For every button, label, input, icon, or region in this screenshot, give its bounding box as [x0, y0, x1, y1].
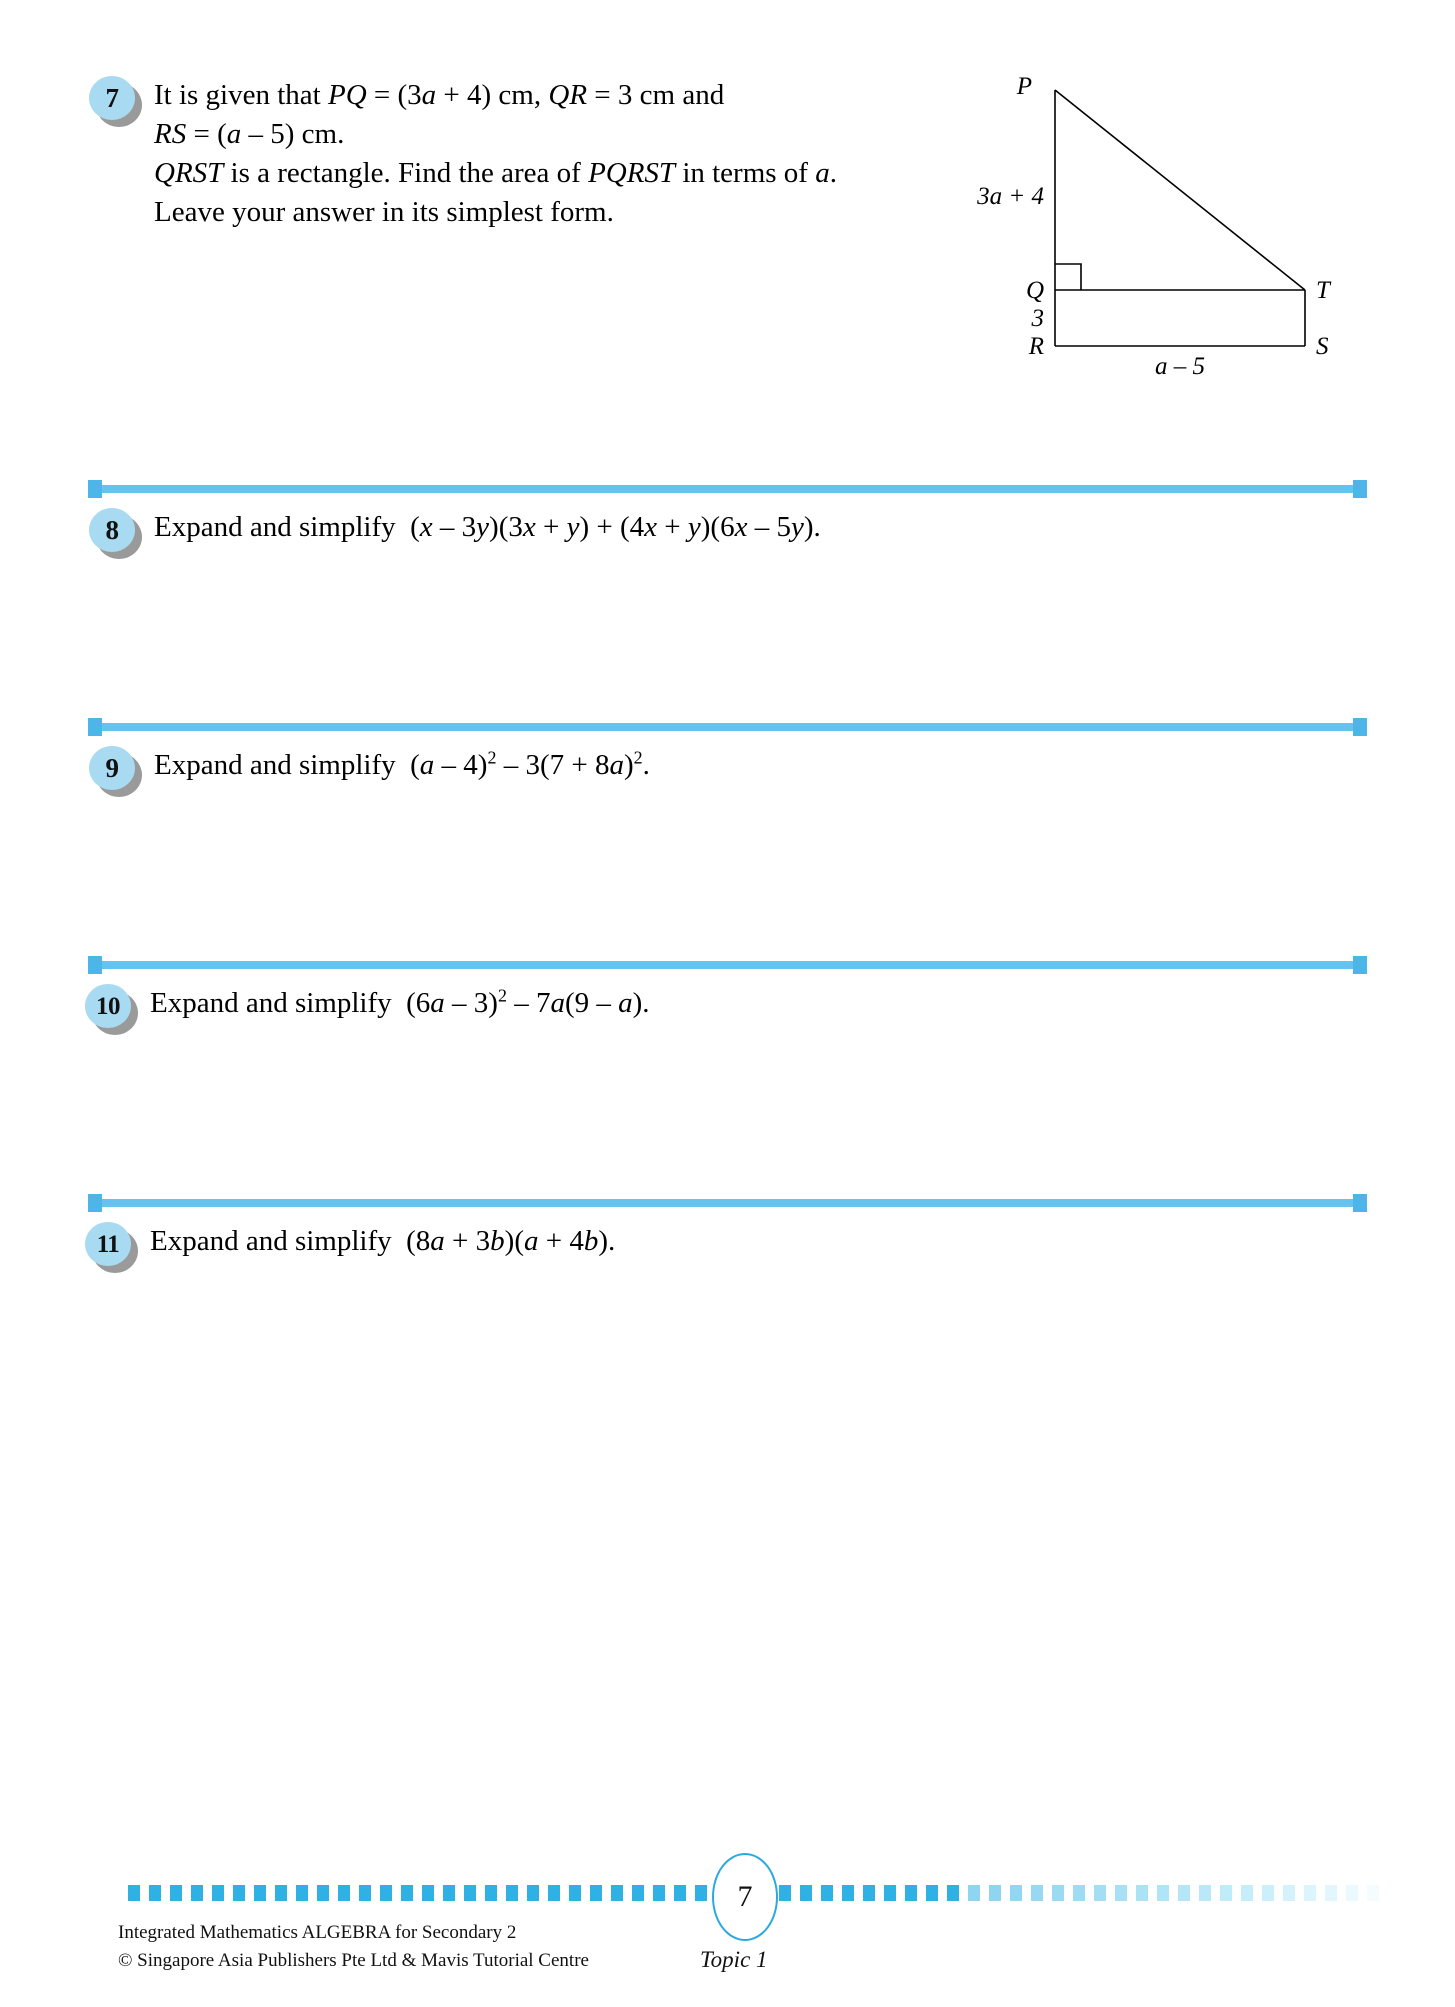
dash-segment: [968, 1885, 980, 1901]
dash-segment: [989, 1885, 1001, 1901]
vertex-label-S: S: [1316, 333, 1329, 360]
separator-cap-left: [88, 956, 102, 974]
dash-segment: [1199, 1885, 1211, 1901]
right-angle-mark: [1055, 264, 1081, 290]
question-number: 11: [96, 1230, 120, 1258]
vertex-label-P: P: [1016, 73, 1032, 100]
question-number-badge: [88, 746, 144, 796]
question-line: Leave your answer in its simplest form.: [154, 196, 614, 228]
dash-segment: [422, 1885, 434, 1901]
dash-segment: [1031, 1885, 1043, 1901]
dash-segment: [1010, 1885, 1022, 1901]
geometry-figure: [950, 58, 1350, 398]
dash-segment: [779, 1885, 791, 1901]
question-number-badge: [84, 1222, 140, 1272]
dash-segment: [1073, 1885, 1085, 1901]
badge-face: [85, 1222, 131, 1266]
dash-segment: [863, 1885, 875, 1901]
separator-cap-right: [1353, 718, 1367, 736]
dash-segment: [1346, 1885, 1358, 1901]
separator-cap-left: [88, 1194, 102, 1212]
dash-segment: [485, 1885, 497, 1901]
vertex-label-Q: Q: [1025, 277, 1044, 304]
question-line: It is given that PQ = (3a + 4) cm, QR = 3 cm and: [154, 79, 725, 111]
dimension-RS: a – 5: [1155, 353, 1205, 380]
badge-face: [89, 508, 135, 552]
question-9: [88, 746, 650, 796]
question-7: [88, 76, 837, 232]
book-title: Integrated Mathematics ALGEBRA for Secondary 2: [118, 1922, 517, 1943]
dash-segment: [1052, 1885, 1064, 1901]
dash-segment: [1367, 1885, 1379, 1901]
separator-bar: [102, 485, 1353, 493]
dash-segment: [695, 1885, 707, 1901]
dash-segment: [443, 1885, 455, 1901]
separator-cap-right: [1353, 480, 1367, 498]
copyright-line: © Singapore Asia Publishers Pte Ltd & Mavis Tutorial Centre: [118, 1950, 589, 1971]
page-footer: [0, 1857, 1455, 2007]
separator-cap-left: [88, 480, 102, 498]
dash-segment: [170, 1885, 182, 1901]
separator-bar: [102, 723, 1353, 731]
question-number-badge: [88, 508, 144, 558]
dash-segment: [506, 1885, 518, 1901]
dash-segment: [1220, 1885, 1232, 1901]
dash-segment: [632, 1885, 644, 1901]
dash-segment: [464, 1885, 476, 1901]
question-8: [88, 508, 821, 558]
dash-segment: [1157, 1885, 1169, 1901]
dash-segment: [842, 1885, 854, 1901]
dash-segment: [254, 1885, 266, 1901]
question-line: QRST is a rectangle. Find the area of PQRST in terms of a.: [154, 157, 837, 189]
dash-segment: [1178, 1885, 1190, 1901]
question-line: Expand and simplify (6a – 3)$^2$ – 7a(9 – a).: [150, 985, 650, 1019]
dash-segment: [149, 1885, 161, 1901]
dash-segment: [1241, 1885, 1253, 1901]
question-number: 9: [105, 752, 119, 783]
question-text: [154, 508, 821, 547]
dash-segment: [905, 1885, 917, 1901]
dash-segment: [380, 1885, 392, 1901]
dash-segment: [296, 1885, 308, 1901]
badge-face: [89, 746, 135, 790]
dash-segment: [800, 1885, 812, 1901]
dash-segment: [947, 1885, 959, 1901]
question-number-badge: [84, 984, 140, 1034]
question-line: RS = (a – 5) cm.: [154, 118, 345, 150]
dash-segment: [653, 1885, 665, 1901]
dash-segment: [233, 1885, 245, 1901]
dash-segment: [275, 1885, 287, 1901]
separator-bar: [102, 961, 1353, 969]
separator-cap-left: [88, 718, 102, 736]
question-10: [84, 984, 650, 1034]
dash-segment: [674, 1885, 686, 1901]
dash-segment: [527, 1885, 539, 1901]
dash-segment: [128, 1885, 140, 1901]
page-number: 7: [737, 1880, 753, 1913]
dash-segment: [1262, 1885, 1274, 1901]
section-separator: [88, 721, 1367, 733]
topic-label: Topic 1: [700, 1947, 768, 1972]
dash-segment: [884, 1885, 896, 1901]
dash-segment: [1094, 1885, 1106, 1901]
question-line: Expand and simplify (x – 3y)(3x + y) + (4x + y)(6x – 5y).: [154, 511, 821, 543]
dash-segment: [926, 1885, 938, 1901]
dash-segment: [590, 1885, 602, 1901]
footer-credits: [118, 1919, 589, 1975]
vertex-label-R: R: [1028, 333, 1044, 360]
dash-segment: [548, 1885, 560, 1901]
vertex-label-T: T: [1316, 277, 1330, 304]
dash-segment: [338, 1885, 350, 1901]
dash-segment: [191, 1885, 203, 1901]
dash-segment: [611, 1885, 623, 1901]
question-number: 10: [96, 992, 120, 1020]
question-line: Expand and simplify (8a + 3b)(a + 4b).: [150, 1225, 616, 1257]
dash-segment: [1136, 1885, 1148, 1901]
section-separator: [88, 959, 1367, 971]
dash-segment: [317, 1885, 329, 1901]
section-separator: [88, 483, 1367, 495]
dash-segment: [1283, 1885, 1295, 1901]
dimension-PQ: 3a + 4: [977, 183, 1044, 210]
question-11: [84, 1222, 615, 1272]
segment-PT: [1055, 90, 1305, 290]
question-text: [150, 984, 650, 1023]
page-number-badge: [712, 1853, 778, 1941]
dash-segment: [821, 1885, 833, 1901]
question-number-badge: [88, 76, 144, 126]
dash-segment: [569, 1885, 581, 1901]
question-text: [154, 746, 650, 785]
question-text: [150, 1222, 615, 1261]
question-number: 8: [105, 514, 119, 545]
figure-svg: [950, 58, 1350, 398]
dash-segment: [1304, 1885, 1316, 1901]
separator-cap-right: [1353, 1194, 1367, 1212]
section-separator: [88, 1197, 1367, 1209]
badge-face: [85, 984, 131, 1028]
dimension-QR: 3: [1031, 305, 1044, 332]
dash-segment: [359, 1885, 371, 1901]
separator-bar: [102, 1199, 1353, 1207]
dash-segment: [401, 1885, 413, 1901]
dash-segment: [1325, 1885, 1337, 1901]
badge-face: [89, 76, 135, 120]
dash-segment: [1115, 1885, 1127, 1901]
question-number: 7: [105, 82, 119, 113]
separator-cap-right: [1353, 956, 1367, 974]
question-line: Expand and simplify $(a - 4)^2 - 3(7 + 8a)^2$.: [154, 747, 650, 781]
question-text: [154, 76, 837, 232]
dash-segment: [212, 1885, 224, 1901]
